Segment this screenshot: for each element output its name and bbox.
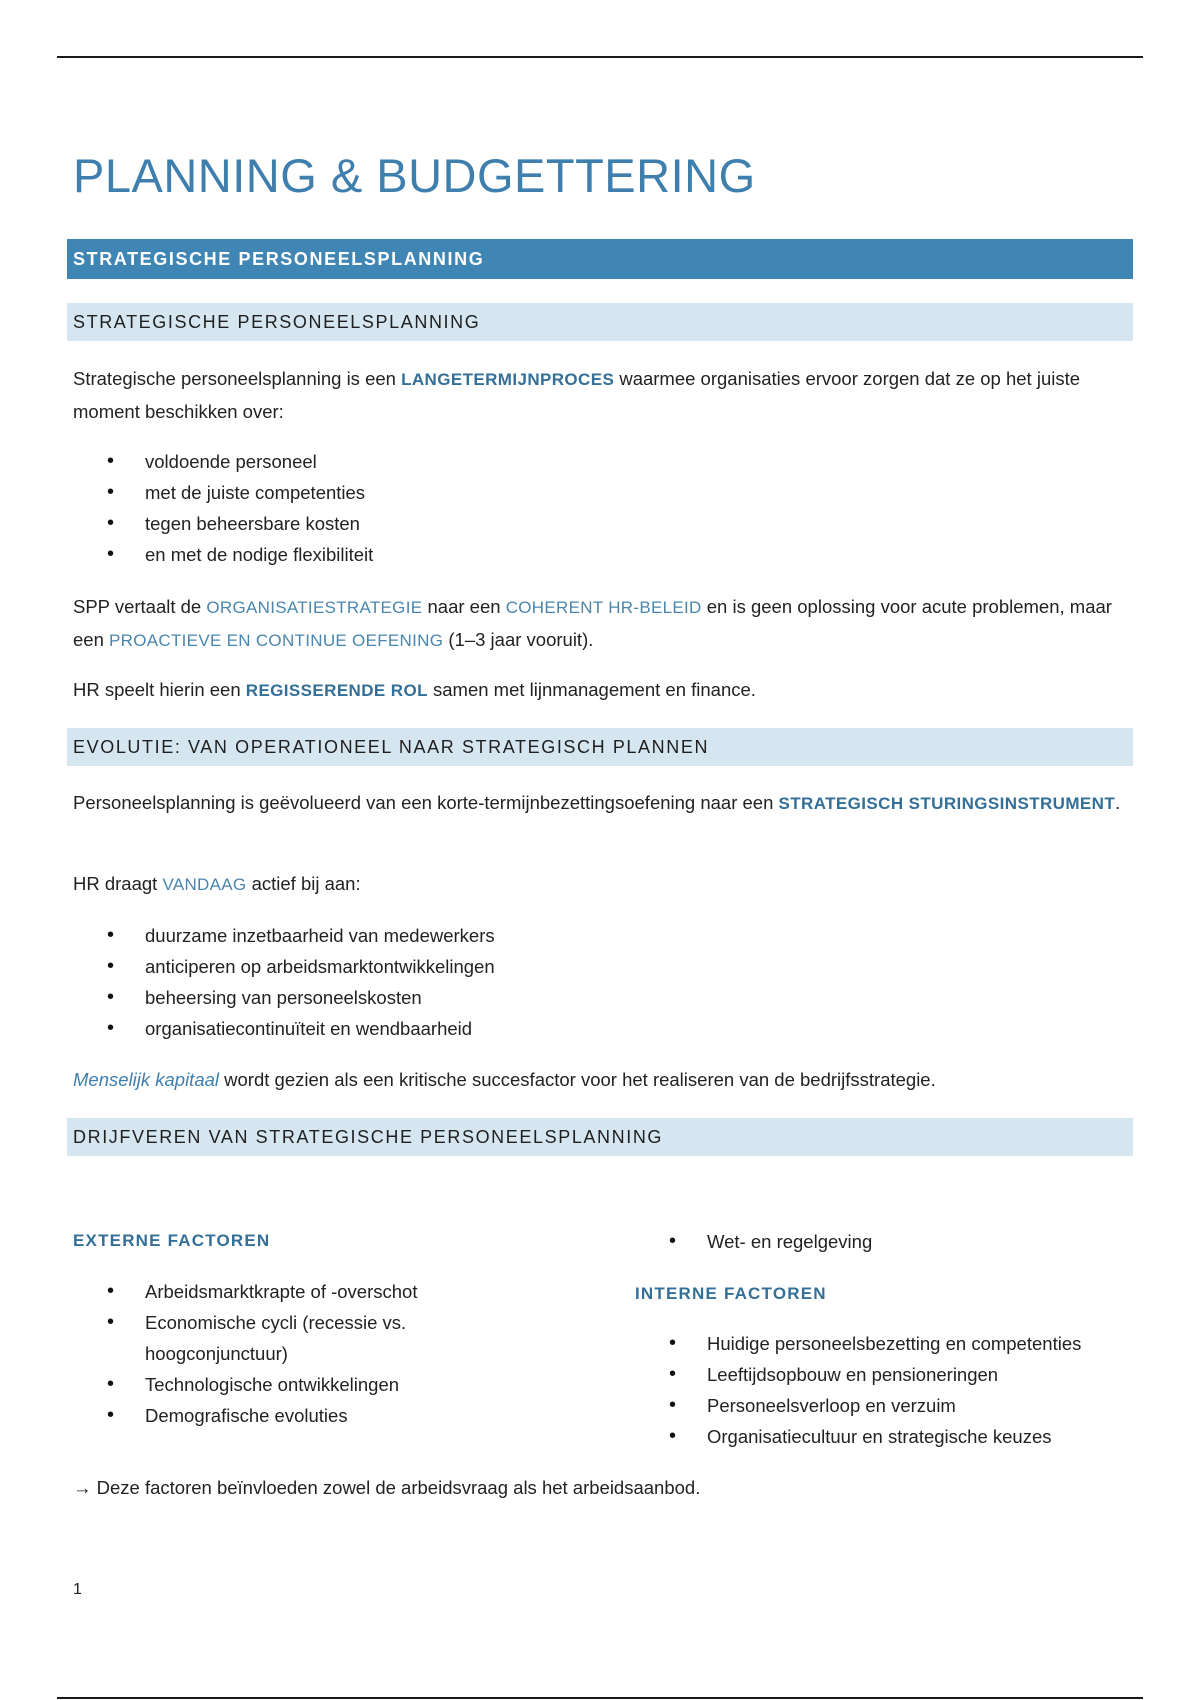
text: samen met lijnmanagement en finance.: [427, 679, 756, 700]
list-item: • Leeftijdsopbouw en pensioneringen: [635, 1359, 1155, 1390]
list-item: • organisatiecontinuïteit en wendbaarheid: [73, 1013, 495, 1044]
list-item: • Wet- en regelgeving: [635, 1226, 1155, 1257]
keyword-menselijk-kapitaal: Menselijk kapitaal: [73, 1069, 220, 1090]
list-item: • Technologische ontwikkelingen: [73, 1369, 493, 1400]
heading-interne-factoren: INTERNE FACTOREN: [635, 1284, 827, 1303]
list-item: • voldoende personeel: [73, 446, 373, 477]
text: SPP vertaalt de: [73, 596, 207, 617]
list-item: • en met de nodige flexibiliteit: [73, 539, 373, 570]
list-item: • Demografische evoluties: [73, 1400, 493, 1431]
list-item: • beheersing van personeelskosten: [73, 982, 495, 1013]
list-item: • Huidige personeelsbezetting en competenties: [635, 1328, 1155, 1359]
list-item: • anticiperen op arbeidsmarktontwikkelingen: [73, 951, 495, 982]
text: .: [1115, 792, 1121, 813]
page-title: PLANNING & BUDGETTERING: [73, 149, 756, 202]
subsection-heading-evolutie: EVOLUTIE: VAN OPERATIONEEL NAAR STRATEGISCH PLANNEN: [67, 728, 1133, 766]
text: Personeelsplanning is geëvolueerd van een korte-termijnbezettingsoefening naar een: [73, 792, 779, 813]
paragraph-conclusion: → Deze factoren beïnvloeden zowel de arbeidsvraag als het arbeidsaanbod.: [73, 1477, 701, 1498]
bullet-list-interne-factoren: [635, 1328, 1155, 1452]
keyword-coherent-hr-beleid: COHERENT HR-BELEID: [505, 598, 702, 617]
list-item: • Arbeidsmarktkrapte of -overschot: [73, 1276, 493, 1307]
heading-externe-factoren: EXTERNE FACTOREN: [73, 1231, 271, 1250]
list-item: • Personeelsverloop en verzuim: [635, 1390, 1155, 1421]
keyword-regisserende-rol: REGISSERENDE ROL: [245, 681, 428, 700]
text: HR speelt hierin een: [73, 679, 246, 700]
header-rule: [57, 56, 1143, 58]
text: Strategische personeelsplanning is een: [73, 368, 402, 389]
section-heading: STRATEGISCHE PERSONEELSPLANNING: [67, 239, 1133, 279]
list-item: • Economische cycli (recessie vs. hoogconjunctuur): [73, 1307, 493, 1369]
keyword-langetermijnproces: LANGETERMIJNPROCES: [401, 370, 615, 389]
bullet-list-externe-factoren: [73, 1276, 493, 1431]
bullet-list-spp: [73, 446, 373, 570]
bullet-list-externe-factoren-continued: [635, 1226, 1155, 1257]
list-item: • met de juiste competenties: [73, 477, 373, 508]
keyword-strategisch-sturingsinstrument: STRATEGISCH STURINGSINSTRUMENT: [778, 794, 1116, 813]
subsection-heading-spp: STRATEGISCHE PERSONEELSPLANNING: [67, 303, 1133, 341]
text: wordt gezien als een kritische succesfactor voor het realiseren van de bedrijfsstrategie.: [219, 1069, 936, 1090]
keyword-proactieve-oefening: PROACTIEVE EN CONTINUE OEFENING: [109, 631, 444, 650]
paragraph-hr-vandaag: [73, 868, 1133, 901]
bullet-list-hr-contributions: [73, 920, 495, 1044]
page-number: 1: [73, 1581, 82, 1598]
list-item: • Organisatiecultuur en strategische keuzes: [635, 1421, 1155, 1452]
text: (1–3 jaar vooruit).: [443, 629, 594, 650]
keyword-vandaag: VANDAAG: [162, 875, 247, 894]
list-item: • duurzame inzetbaarheid van medewerkers: [73, 920, 495, 951]
paragraph-menselijk-kapitaal: [73, 1064, 1133, 1096]
text: actief bij aan:: [246, 873, 361, 894]
text: en is geen oplossing voor acute problemen, maar een: [73, 596, 1112, 650]
paragraph-spp-translation: [73, 591, 1133, 657]
list-item: • tegen beheersbare kosten: [73, 508, 373, 539]
text: naar een: [422, 596, 506, 617]
text: HR draagt: [73, 873, 163, 894]
subsection-heading-drijfveren: DRIJFVEREN VAN STRATEGISCHE PERSONEELSPLANNING: [67, 1118, 1133, 1156]
paragraph-hr-role: [73, 674, 1133, 707]
keyword-organisatiestrategie: ORGANISATIESTRATEGIE: [206, 598, 423, 617]
paragraph-evolutie: [73, 788, 1133, 818]
paragraph-spp-intro: [73, 363, 1133, 428]
footer-rule: [57, 1697, 1143, 1699]
text: waarmee organisaties ervoor zorgen dat ze op het juiste moment beschikken over:: [73, 368, 1081, 422]
